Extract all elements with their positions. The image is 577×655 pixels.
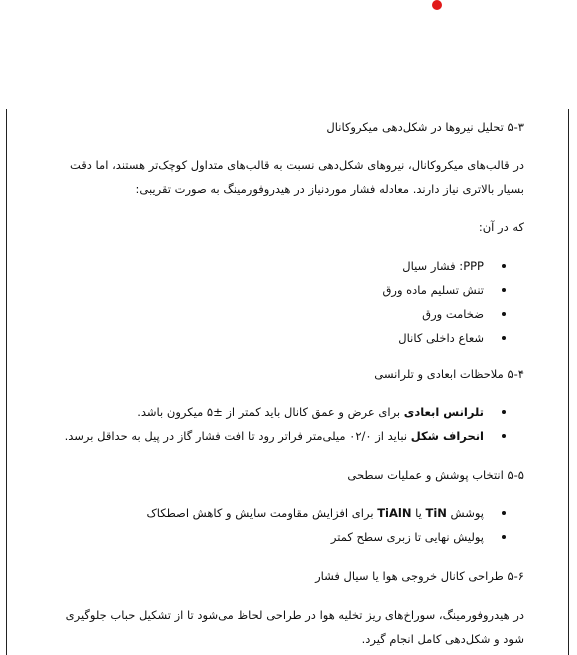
list-item [47,424,484,448]
list-item: ضخامت ورق [47,302,484,326]
item-text: برای عرض و عمق کانال باید کمتر از ±۵ میکرون باشد. [137,405,404,419]
bold-term: تلرانس ابعادی [403,405,484,419]
document-page [6,109,569,655]
item-text: یا [411,506,426,520]
bold-term: انحراف شکل [410,429,484,443]
section-5-3-paragraph: در قالب‌های میکروکانال، نیروهای شکل‌دهی نسبت به قالب‌های متداول کوچک‌تر هستند، اما دقت بسیار بالاتری نیاز دارند. معادله فشار موردنیاز در هیدروفورمینگ به صورت تقریبی: [69,158,524,196]
item-text: نباید از ۰۲/۰ میلی‌متر فراتر رود تا افت فشار گاز در پیل به حداقل برسد. [64,429,411,443]
list-item: PPP: فشار سیال [47,254,484,278]
list-item: تنش تسلیم ماده ورق [47,278,484,302]
bold-term: TiAlN [377,506,412,520]
document-content [7,109,568,655]
list-item [47,501,484,525]
section-5-6-title: ۵-۶ طراحی کانال خروجی هوا یا سیال فشار [315,569,524,583]
coating-list [47,501,524,549]
section-5-5-title: ۵-۵ انتخاب پوشش و عملیات سطحی [347,468,524,482]
list-item [47,400,484,424]
item-text: پوشش [446,506,484,520]
section-5-4-title: ۵-۴ ملاحظات ابعادی و تلرانسی [374,367,524,381]
tolerance-list [47,400,524,448]
record-indicator-dot [432,0,442,10]
section-5-6-paragraph: در هیدروفورمینگ، سوراخ‌های ریز تخلیه هوا در طراحی لحاظ می‌شود تا از تشکیل حباب جلوگیری شود و شکل‌دهی کامل انجام گیرد. [65,608,524,646]
bold-term: TiN [425,506,447,520]
item-text: برای افزایش مقاومت سایش و کاهش اصطکاک [146,506,378,520]
variables-list [47,254,524,350]
section-5-3-title: ۵-۳ تحلیل نیروها در شکل‌دهی میکروکانال [326,120,524,134]
where-label: که در آن: [478,220,524,234]
list-item: شعاع داخلی کانال [47,326,484,350]
list-item: پولیش نهایی تا زبری سطح کمتر [47,525,484,549]
